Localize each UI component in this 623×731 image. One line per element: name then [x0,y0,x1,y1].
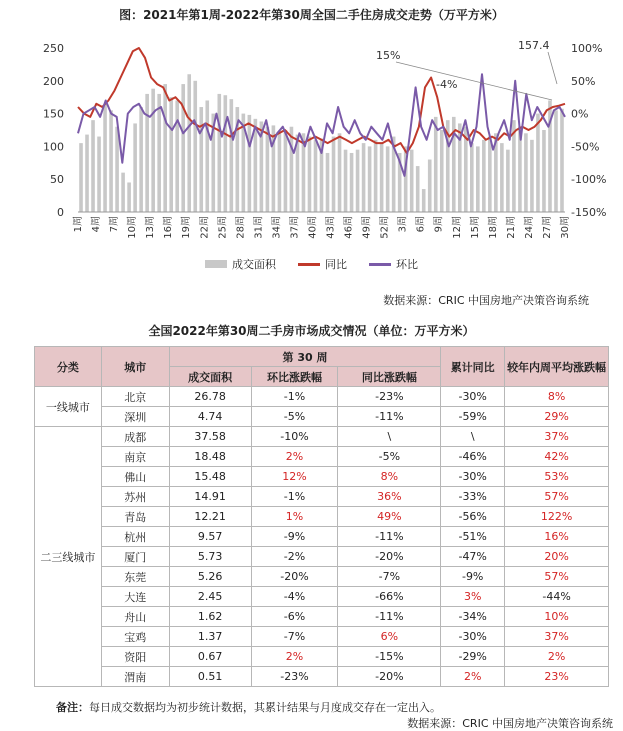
yoy-cell: -5% [338,447,441,467]
chart-title: 图：2021年第1周-2022年第30周全国二手住房成交走势（万平方米） [119,8,504,22]
avg-cell: 42% [505,447,609,467]
legend-item-mom [369,256,418,272]
city-cell: 宝鸡 [101,627,169,647]
x-tick: 25周 [217,216,229,239]
x-tick: 7周 [109,216,121,233]
bar [79,143,83,212]
bar [482,140,486,212]
bar [344,150,348,212]
header-city: 城市 [101,347,169,387]
x-tick: 10周 [127,216,139,239]
x-tick: 15周 [469,216,481,239]
header-week: 第 30 周 [169,347,441,367]
area-cell: 1.62 [169,607,251,627]
mom-cell: -4% [251,587,338,607]
bar [290,127,294,212]
x-tick: 31周 [253,216,265,239]
annotation-leader [396,62,552,100]
yoy-cell: -15% [338,647,441,667]
x-tick: 18周 [487,215,499,239]
mom-cell: -10% [251,427,338,447]
avg-cell: 10% [505,607,609,627]
area-cell: 14.91 [169,487,251,507]
table-row [35,527,609,547]
area-cell: 9.57 [169,527,251,547]
header-mom: 环比涨跌幅 [251,367,338,387]
x-tick: 13周 [145,216,157,239]
table-row [35,387,609,407]
area-cell: 0.67 [169,647,251,667]
bar [91,120,95,212]
city-cell: 南京 [101,447,169,467]
yoy-cell: 49% [338,507,441,527]
header-category: 分类 [35,347,102,387]
city-cell: 杭州 [101,527,169,547]
city-cell: 大连 [101,587,169,607]
cum-cell: \ [441,427,505,447]
bar [103,104,107,212]
x-tick: 19周 [181,216,193,239]
area-cell: 15.48 [169,467,251,487]
legend-item-area [205,256,276,272]
bar [139,107,143,212]
city-cell: 苏州 [101,487,169,507]
area-cell: 37.58 [169,427,251,447]
trend-chart [0,24,623,254]
header-yoy: 同比涨跌幅 [338,367,441,387]
area-cell: 4.74 [169,407,251,427]
bar [223,95,227,212]
bar [230,99,234,212]
x-tick: 12周 [451,216,463,239]
x-tick: 24周 [523,216,535,239]
bar [133,123,137,212]
x-tick: 16周 [163,216,175,239]
yoy-cell: -20% [338,547,441,567]
bar [266,127,270,212]
table-source: 数据来源：CRIC 中国房地产决策咨询系统 [407,717,613,730]
y-right-tick: 0% [571,107,589,121]
x-tick: 49周 [361,216,373,239]
cum-cell: -51% [441,527,505,547]
y-right-tick: 100% [571,42,603,55]
mom-cell: -6% [251,607,338,627]
cum-cell: -34% [441,607,505,627]
legend-swatch-mom [369,263,391,266]
y-left-tick: 250 [43,42,64,55]
table-row [35,627,609,647]
table-row [35,427,609,447]
bar [217,94,221,212]
y-left-tick: 0 [57,206,64,219]
y-left-tick: 100 [43,140,64,154]
yoy-cell: 36% [338,487,441,507]
bar [308,137,312,212]
avg-cell: 8% [505,387,609,407]
table-row [35,507,609,527]
legend-swatch-bar [205,260,227,268]
legend-item-yoy [298,256,347,272]
bar [85,135,89,212]
table-row [35,587,609,607]
cum-cell: -9% [441,567,505,587]
bar [169,97,173,212]
bar [380,143,384,212]
mom-cell: -5% [251,407,338,427]
y-right-tick: -100% [571,173,607,187]
x-tick: 21周 [505,216,517,239]
category-cell: 一线城市 [35,387,102,427]
bar [109,110,113,212]
avg-cell: 57% [505,567,609,587]
bar [470,143,474,212]
mom-cell: -1% [251,487,338,507]
bar [410,150,414,212]
avg-cell: 16% [505,527,609,547]
bar [416,166,420,212]
mom-cell: -9% [251,527,338,547]
bar [97,137,101,212]
mom-cell: -23% [251,667,338,687]
mom-cell: -20% [251,567,338,587]
bar [368,146,372,212]
bar [145,94,149,212]
annotation-leader [548,52,557,84]
cum-cell: -59% [441,407,505,427]
x-tick: 46周 [343,216,355,239]
city-cell: 资阳 [101,647,169,667]
city-cell: 青岛 [101,507,169,527]
bar [199,107,203,212]
x-tick: 27周 [541,216,553,239]
avg-cell: 57% [505,487,609,507]
x-tick: 34周 [271,216,283,239]
area-cell: 0.51 [169,667,251,687]
avg-cell: 2% [505,647,609,667]
city-cell: 佛山 [101,467,169,487]
yoy-cell: -11% [338,527,441,547]
area-cell: 18.48 [169,447,251,467]
avg-cell: 122% [505,507,609,527]
bar [332,137,336,212]
bar [440,130,444,212]
yoy-cell: -7% [338,567,441,587]
x-tick: 30周 [560,216,571,239]
bar [121,173,125,212]
cum-cell: -30% [441,627,505,647]
yoy-cell: \ [338,427,441,447]
x-tick: 1周 [73,216,84,233]
x-tick: 28周 [235,215,247,239]
bar [115,127,119,212]
y-right-tick: -50% [571,140,600,154]
bar [175,100,179,212]
cum-cell: -29% [441,647,505,667]
annotation-end-value: 157.4 [518,39,550,52]
area-cell: 26.78 [169,387,251,407]
bar [151,89,155,212]
bar [374,140,378,212]
mom-cell: 2% [251,447,338,467]
bar [193,81,197,212]
table-row [35,667,609,687]
mom-cell: -1% [251,387,338,407]
table-row [35,467,609,487]
x-tick: 4周 [91,216,103,233]
avg-cell: 37% [505,627,609,647]
yoy-cell: -23% [338,387,441,407]
area-cell: 1.37 [169,627,251,647]
cum-cell: 3% [441,587,505,607]
bar [554,110,558,212]
legend-swatch-yoy [298,263,320,266]
cum-cell: -33% [441,487,505,507]
x-tick: 22周 [199,216,211,239]
y-left-tick: 50 [50,173,64,187]
cum-cell: -30% [441,387,505,407]
x-tick: 37周 [289,216,301,239]
yoy-cell: -66% [338,587,441,607]
yoy-cell: -20% [338,667,441,687]
cum-cell: 2% [441,667,505,687]
bar [350,153,354,212]
cum-cell: -56% [441,507,505,527]
area-cell: 2.45 [169,587,251,607]
y-right-tick: -150% [571,206,607,219]
avg-cell: 20% [505,547,609,567]
bar [163,84,167,212]
bar [356,150,360,212]
y-right-tick: 50% [571,74,596,88]
bar [500,143,504,212]
mom-cell: 12% [251,467,338,487]
bar [542,130,546,212]
city-table [34,346,609,687]
bar [362,143,366,212]
bar [278,133,282,212]
city-cell: 舟山 [101,607,169,627]
city-cell: 北京 [101,387,169,407]
x-tick: 43周 [325,216,337,239]
bar [326,153,330,212]
avg-cell: 53% [505,467,609,487]
category-cell: 二三线城市 [35,427,102,687]
annotation-minus4pct: -4% [436,78,458,91]
yoy-line [78,48,565,153]
chart-legend [0,256,623,272]
bar [248,115,252,212]
area-cell: 12.21 [169,507,251,527]
bar [338,133,342,212]
mom-cell: -2% [251,547,338,567]
header-area: 成交面积 [169,367,251,387]
bar [386,146,390,212]
yoy-cell: 6% [338,627,441,647]
bar [428,160,432,212]
table-title: 全国2022年第30周二手房市场成交情况（单位：万平方米） [148,324,475,338]
bar [205,100,209,212]
bar [284,130,288,212]
header-avg: 较年内周平均涨跌幅 [505,347,609,387]
header-cum: 累计同比 [441,347,505,387]
yoy-cell: -11% [338,607,441,627]
cum-cell: -47% [441,547,505,567]
table-row [35,447,609,467]
bar [314,140,318,212]
table-row [35,647,609,667]
table-body [35,387,609,687]
note [56,699,441,715]
legend-label-mom: 环比 [396,258,418,271]
bar [476,146,480,212]
bar [187,74,191,212]
bar [157,94,161,212]
x-tick: 52周 [379,216,391,239]
bar [560,109,564,212]
city-cell: 成都 [101,427,169,447]
avg-cell: 29% [505,407,609,427]
y-left-tick: 150 [43,107,64,121]
y-left-tick: 200 [43,74,64,88]
note-label: 备注： [56,701,89,714]
note-text: 每日成交数据均为初步统计数据，其累计结果与月度成交存在一定出入。 [89,701,441,714]
bar [524,133,528,212]
table-row [35,407,609,427]
table-row [35,547,609,567]
bar [506,150,510,212]
area-cell: 5.26 [169,567,251,587]
bar [488,137,492,212]
x-tick: 40周 [307,216,319,239]
mom-cell: 1% [251,507,338,527]
cum-cell: -30% [441,467,505,487]
yoy-cell: 8% [338,467,441,487]
table-row [35,607,609,627]
cum-cell: -46% [441,447,505,467]
bar [530,140,534,212]
avg-cell: -44% [505,587,609,607]
mom-cell: 2% [251,647,338,667]
chart-source: 数据来源：CRIC 中国房地产决策咨询系统 [383,294,589,307]
table-row [35,567,609,587]
x-tick: 6周 [415,216,427,233]
bar [127,182,131,212]
x-tick: 3周 [397,216,409,233]
table-row [35,487,609,507]
x-tick: 9周 [433,216,445,233]
city-cell: 厦门 [101,547,169,567]
bar [536,114,540,212]
legend-label-yoy: 同比 [325,258,347,271]
avg-cell: 37% [505,427,609,447]
annotation-15pct: 15% [376,49,401,62]
bar [434,117,438,212]
yoy-cell: -11% [338,407,441,427]
area-cell: 5.73 [169,547,251,567]
legend-label-area: 成交面积 [232,258,276,271]
avg-cell: 23% [505,667,609,687]
city-cell: 东莞 [101,567,169,587]
mom-cell: -7% [251,627,338,647]
city-cell: 渭南 [101,667,169,687]
city-cell: 深圳 [101,407,169,427]
bar [422,189,426,212]
